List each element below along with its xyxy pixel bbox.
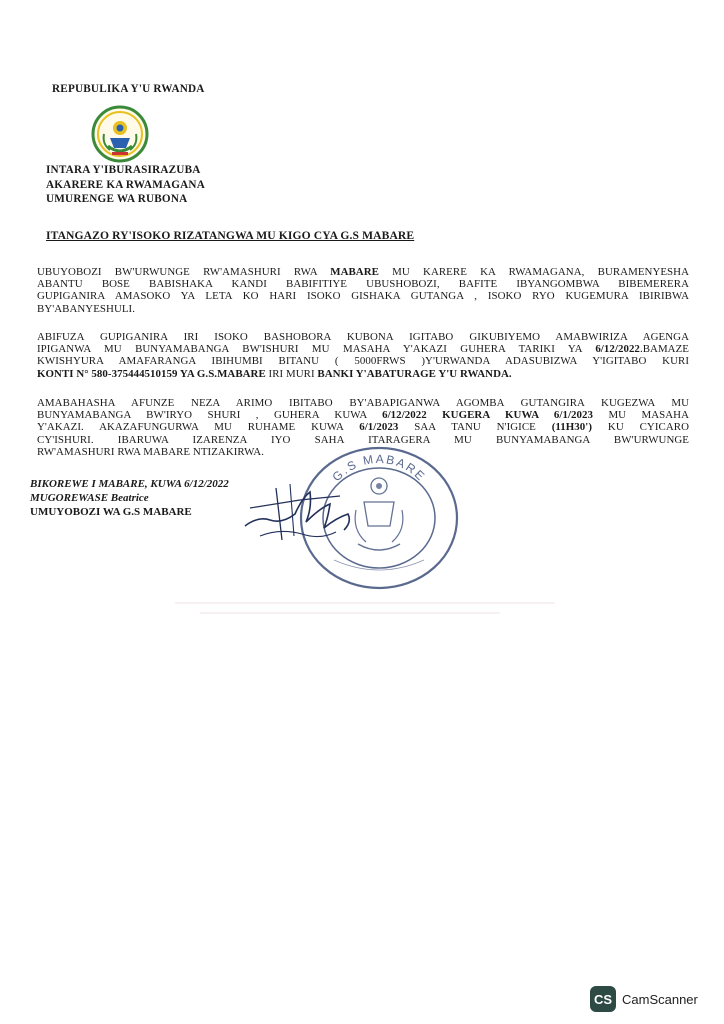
document-title: ITANGAZO RY'ISOKO RIZATANGWA MU KIGO CYA G.S MABARE xyxy=(46,229,415,242)
text-span: KU CYICARO xyxy=(592,421,689,434)
camscanner-label: CamScanner xyxy=(622,991,698,1007)
opening-time: (11H30') xyxy=(551,421,593,434)
school-name: MABARE xyxy=(330,266,379,278)
paragraph-announcement xyxy=(37,266,689,315)
province-label: INTARA Y'IBURASIRAZUBA xyxy=(46,164,201,176)
signature-icon xyxy=(240,478,370,548)
stamp-ring-text: G.S MABARE xyxy=(329,451,429,485)
paragraph-line xyxy=(37,368,689,380)
opening-date: 6/1/2023 xyxy=(359,421,399,434)
signatory-name: MUGOREWASE Beatrice xyxy=(30,492,149,504)
republic-heading: REPUBULIKA Y'U RWANDA xyxy=(52,83,205,95)
text-span: IPIGANWA MU BUNYAMABANGA BW'ISHURI MU MASAHA Y'AKAZI GUHERA TARIKI YA xyxy=(37,343,596,356)
text-span: MU MASAHA xyxy=(593,409,689,422)
paragraph-line xyxy=(37,266,689,278)
start-date: 6/12/2022 xyxy=(595,343,640,356)
bleed-through-mark xyxy=(200,612,500,614)
text-span: .BAMAZE xyxy=(639,343,689,356)
account-number: KONTI N° 580-375444510159 YA G.S.MABARE xyxy=(37,367,266,380)
bank-name: BANKI Y'ABATURAGE Y'U RWANDA. xyxy=(317,367,512,380)
paragraph-line xyxy=(37,421,689,433)
paragraph-line: CY'ISHURI. IBARUWA IZARENZA IYO SAHA ITARAGERA MU BUNYAMABANGA BW'URWUNGE xyxy=(37,433,689,446)
text-span: IRI MURI xyxy=(265,367,318,380)
administrative-header xyxy=(46,163,205,207)
paragraph-line: AMABAHASHA AFUNZE NEZA ARIMO IBITABO BY'ABAPIGANWA AGOMBA GUTANGIRA KUGEZWA MU xyxy=(37,397,689,409)
paragraph-line: GUPIGANIRA AMASOKO YA LETA KO HARI ISOKO GISHAKA GUTANGA , ISOKO RYO KUGEMURA IBIRIBWA xyxy=(37,290,689,303)
text-span: UBUYOBOZI BW'URWUNGE RW'AMASHURI RWA xyxy=(37,266,331,278)
text-span: BUNYAMABANGA BW'IRYO SHURI , GUHERA KUWA xyxy=(37,409,383,422)
text-span: SAA TANU N'IGICE xyxy=(398,421,552,434)
signature-block xyxy=(30,477,229,519)
sector-label: UMURENGE WA RUBONA xyxy=(46,193,188,205)
bleed-through-mark xyxy=(175,602,555,604)
text-span: Y'AKAZI. AKAZAFUNGURWA MU RUHAME KUWA xyxy=(37,421,360,434)
paragraph-line xyxy=(37,343,689,355)
camscanner-watermark xyxy=(590,986,698,1012)
submission-period: 6/12/2022 KUGERA KUWA 6/1/2023 xyxy=(382,409,594,422)
text-span: MU KARERE KA RWAMAGANA, BURAMENYESHA xyxy=(378,266,689,278)
rwanda-seal-icon xyxy=(90,104,150,164)
paragraph-line xyxy=(37,409,689,421)
place-date: BIKOREWE I MABARE, KUWA 6/12/2022 xyxy=(30,478,229,490)
paragraph-line: ABIFUZA GUPIGANIRA IRI ISOKO BASHOBORA KUBONA IGITABO GIKUBIYEMO AMABWIRIZA AGENGA xyxy=(37,331,689,343)
district-label: AKARERE KA RWAMAGANA xyxy=(46,178,205,191)
paragraph-line: BY'ABANYESHULI. xyxy=(37,302,136,315)
signatory-role: UMUYOBOZI WA G.S MABARE xyxy=(30,506,192,518)
camscanner-logo-icon: CS xyxy=(590,986,616,1012)
paragraph-line: RW'AMASHURI RWA MABARE NTIZAKIRWA. xyxy=(37,445,264,458)
paragraph-line: ABANTU BOSE BABISHAKA KANDI BABIFITIYE UBUSHOBOZI, BAFITE IBYANGOMBWA BIBEMERERA xyxy=(37,278,689,291)
paragraph-line: KWISHYURA AMAFARANGA IBIHUMBI BITANU ( 5000FRWS )Y'URWANDA ADASUBIZWA Y'IGITABO KURI xyxy=(37,355,689,368)
paragraph-bidding-documents xyxy=(37,331,689,380)
